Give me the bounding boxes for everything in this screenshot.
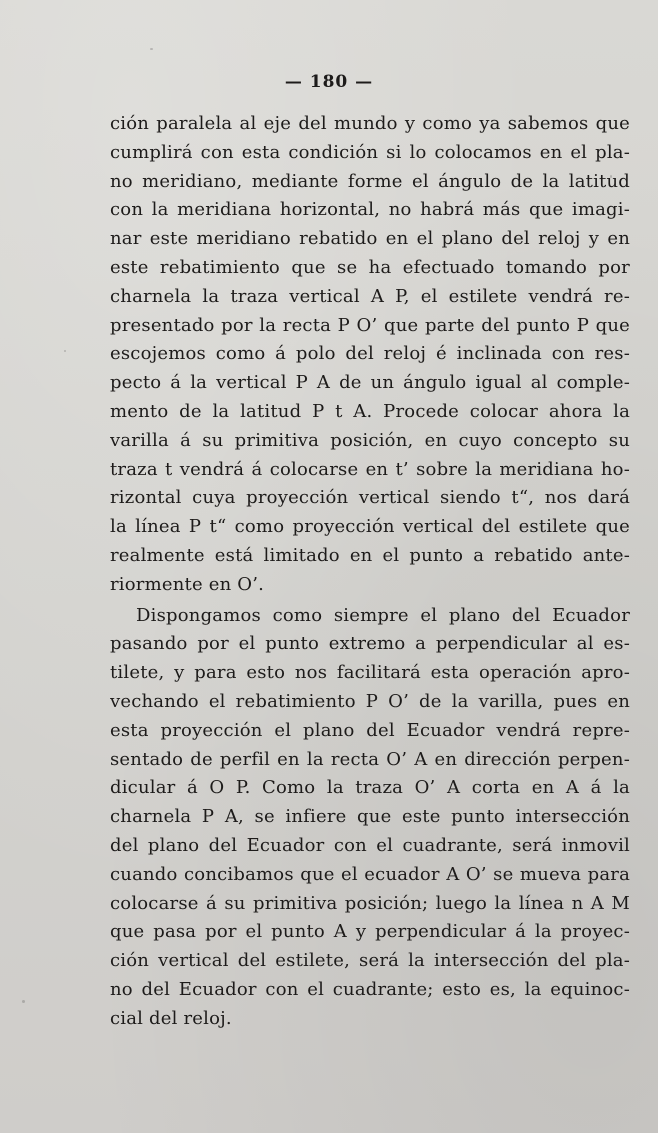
body-text: [110, 110, 630, 1034]
text-line: Dispongamos como siempre el plano del Ecuador: [136, 604, 630, 626]
text-line: vechando el rebatimiento P O’ de la varilla, pues en: [110, 690, 630, 712]
page-number: — 180 —: [284, 72, 374, 92]
text-line: no del Ecuador con el cuadrante; esto es, la equinoc-: [110, 978, 630, 1000]
text-line: ción paralela al eje del mundo y como ya sabemos que: [110, 113, 630, 134]
text-line: realmente está limitado en el punto a rebatido ante-: [110, 544, 630, 566]
paragraph-2: [110, 602, 630, 1034]
text-line: cuando concibamos que el ecuador A O’ se mueva para: [110, 863, 630, 885]
text-line: cumplirá con esta condición si lo colocamos en el pla-: [110, 141, 630, 163]
text-line: tilete, y para esto nos facilitará esta operación apro-: [110, 662, 630, 684]
text-line: ción vertical del estilete, será la intersección del pla-: [110, 950, 630, 972]
text-line: traza t vendrá á colocarse en t’ sobre la meridiana ho-: [110, 458, 630, 480]
text-line: dicular á O P. Como la traza O’ A corta en A á la: [110, 777, 630, 799]
text-line: mento de la latitud P t A. Procede colocar ahora la: [110, 400, 630, 422]
text-line: presentado por la recta P O’ que parte del punto P que: [110, 314, 630, 336]
text-line: la línea P t“ como proyección vertical del estilete que: [110, 516, 630, 538]
text-line: nar este meridiano rebatido en el plano del reloj y en: [110, 228, 630, 250]
paper-speck: [150, 48, 153, 50]
paragraph-1: [110, 110, 630, 600]
text-line: pasando por el punto extremo a perpendicular al es-: [110, 633, 630, 655]
text-line: riormente en O’.: [110, 573, 265, 595]
text-line: escojemos como á polo del reloj é inclinada con res-: [110, 343, 630, 365]
text-line: colocarse á su primitiva posición; luego la línea n A M: [110, 892, 630, 914]
text-line: sentado de perfil en la recta O’ A en dirección perpen-: [110, 748, 630, 770]
text-line: esta proyección el plano del Ecuador vendrá repre-: [110, 719, 630, 741]
text-line: charnela P A, se infiere que este punto intersección: [110, 806, 630, 828]
text-line: charnela la traza vertical A P, el estilete vendrá re-: [110, 285, 630, 307]
text-line: cial del reloj.: [110, 1007, 232, 1029]
text-line: con la meridiana horizontal, no habrá más que imagi-: [110, 199, 630, 221]
text-line: no meridiano, mediante forme el ángulo de la latitud: [110, 170, 630, 192]
paper-speck: [64, 350, 66, 352]
text-line: que pasa por el punto A y perpendicular á la proyec-: [110, 921, 630, 943]
paper-speck: [22, 1000, 25, 1003]
text-line: este rebatimiento que se ha efectuado tomando por: [110, 256, 630, 278]
text-line: rizontal cuya proyección vertical siendo t“, nos dará: [110, 487, 630, 509]
text-line: pecto á la vertical P A de un ángulo igual al comple-: [110, 372, 630, 394]
text-line: varilla á su primitiva posición, en cuyo concepto su: [110, 429, 630, 451]
text-line: del plano del Ecuador con el cuadrante, será inmovil: [110, 834, 630, 856]
